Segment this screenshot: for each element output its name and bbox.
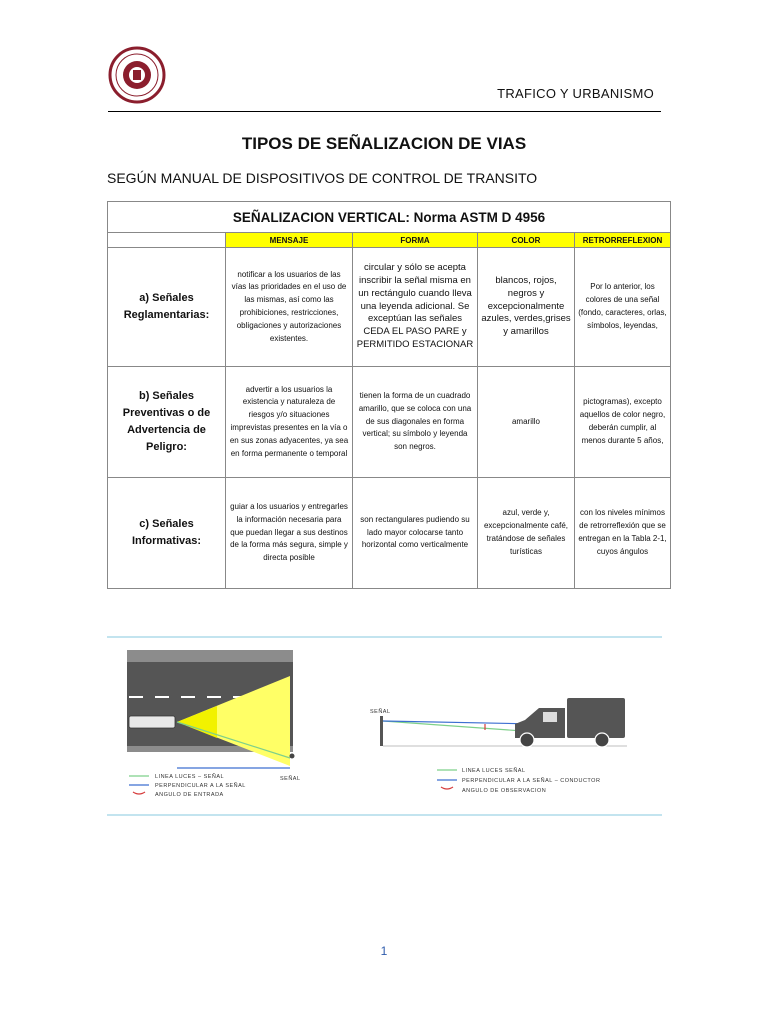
cell-retro: Por lo anterior, los colores de una señal (fondo, caracteres, orlas, símbolos, leyendas, bbox=[575, 248, 671, 367]
row-type: c) Señales Informativas: bbox=[108, 478, 226, 589]
row-type: b) Señales Preventivas o de Advertencia de Peligro: bbox=[108, 367, 226, 478]
table-row bbox=[108, 478, 671, 589]
university-logo bbox=[108, 46, 166, 104]
sign-post-right bbox=[380, 716, 383, 746]
entrance-angle-diagram bbox=[127, 650, 301, 798]
cell-mensaje: notificar a los usuarios de las vías las prioridades en el uso de las mismas, así como las prohibiciones, restricciones, obligaciones y autorizaciones existentes. bbox=[226, 248, 353, 367]
row-type: a) Señales Reglamentarias: bbox=[108, 248, 226, 367]
truck bbox=[515, 698, 625, 738]
sign-post bbox=[290, 754, 295, 759]
right-legend-1: LINEA LUCES SEÑAL bbox=[462, 768, 526, 774]
header-title: TRAFICO Y URBANISMO bbox=[497, 86, 654, 101]
document-title: TIPOS DE SEÑALIZACION DE VIAS bbox=[241, 134, 527, 153]
right-legend-2: PERPENDICULAR A LA SEÑAL – CONDUCTOR bbox=[462, 778, 601, 784]
column-header-retrorreflexion: RETRORREFLEXION bbox=[575, 233, 671, 248]
cell-mensaje: advertir a los usuarios la existencia y naturaleza de riesgos y/o situaciones imprevistas presentes en la vía o en sus zonas adyacentes, ya sea en forma permanente o temporal bbox=[226, 367, 353, 478]
column-header-color: COLOR bbox=[478, 233, 575, 248]
cell-retro: pictogramas), excepto aquellos de color negro, deberán cumplir, al menos durante 5 años, bbox=[575, 367, 671, 478]
table-caption: SEÑALIZACION VERTICAL: Norma ASTM D 4956 bbox=[108, 202, 671, 233]
road-shoulder-top bbox=[127, 650, 293, 662]
left-legend-3: ANGULO DE ENTRADA bbox=[155, 792, 224, 798]
observation-angle-diagram bbox=[370, 698, 627, 794]
table-caption-row bbox=[108, 202, 671, 233]
cell-retro: con los niveles mínimos de retrorreflexión que se entregan en la Tabla 2-1, cuyos ángulos bbox=[575, 478, 671, 589]
table-row bbox=[108, 248, 671, 367]
document-subtitle: SEGÚN MANUAL DE DISPOSITIVOS DE CONTROL DE TRANSITO bbox=[107, 170, 538, 186]
cell-forma: circular y sólo se acepta inscribir la señal misma en un rectángulo cuando lleva una leyenda adicional. Se exceptúan las señales CEDA EL PASO PARE y PERMITIDO ESTACIONAR bbox=[353, 248, 478, 367]
cell-color: amarillo bbox=[478, 367, 575, 478]
vehicle bbox=[129, 716, 175, 728]
cell-mensaje: guiar a los usuarios y entregarles la información necesaria para que puedan llegar a sus destinos de la forma más segura, simple y directa posible bbox=[226, 478, 353, 589]
table-row bbox=[108, 367, 671, 478]
reflection-angle-figure bbox=[107, 636, 662, 816]
header-divider bbox=[108, 111, 661, 112]
cell-forma: son rectangulares pudiendo su lado mayor colocarse tanto horizontal como verticalmente bbox=[353, 478, 478, 589]
left-legend-2: PERPENDICULAR A LA SEÑAL bbox=[155, 783, 246, 789]
figure-drawing bbox=[107, 636, 662, 816]
column-header-mensaje: MENSAJE bbox=[226, 233, 353, 248]
page-number: 1 bbox=[380, 944, 388, 958]
right-legend-3: ANGULO DE OBSERVACION bbox=[462, 788, 547, 794]
header-blank bbox=[108, 233, 226, 248]
right-sign-label: SEÑAL bbox=[370, 709, 391, 715]
column-header-forma: FORMA bbox=[353, 233, 478, 248]
cell-color: blancos, rojos, negros y excepcionalmente azules, verdes,grises y amarillos bbox=[478, 248, 575, 367]
cell-forma: tienen la forma de un cuadrado amarillo, que se coloca con una de sus diagonales en forma vertical; su símbolo y leyenda son negros. bbox=[353, 367, 478, 478]
signage-table bbox=[107, 201, 671, 589]
table-header-row bbox=[108, 233, 671, 248]
left-sign-label: SEÑAL bbox=[280, 776, 301, 782]
left-legend-1: LINEA LUCES – SEÑAL bbox=[155, 774, 225, 780]
cell-color: azul, verde y, excepcionalmente café, tratándose de señales turísticas bbox=[478, 478, 575, 589]
figure-bottom-rule bbox=[107, 814, 662, 816]
